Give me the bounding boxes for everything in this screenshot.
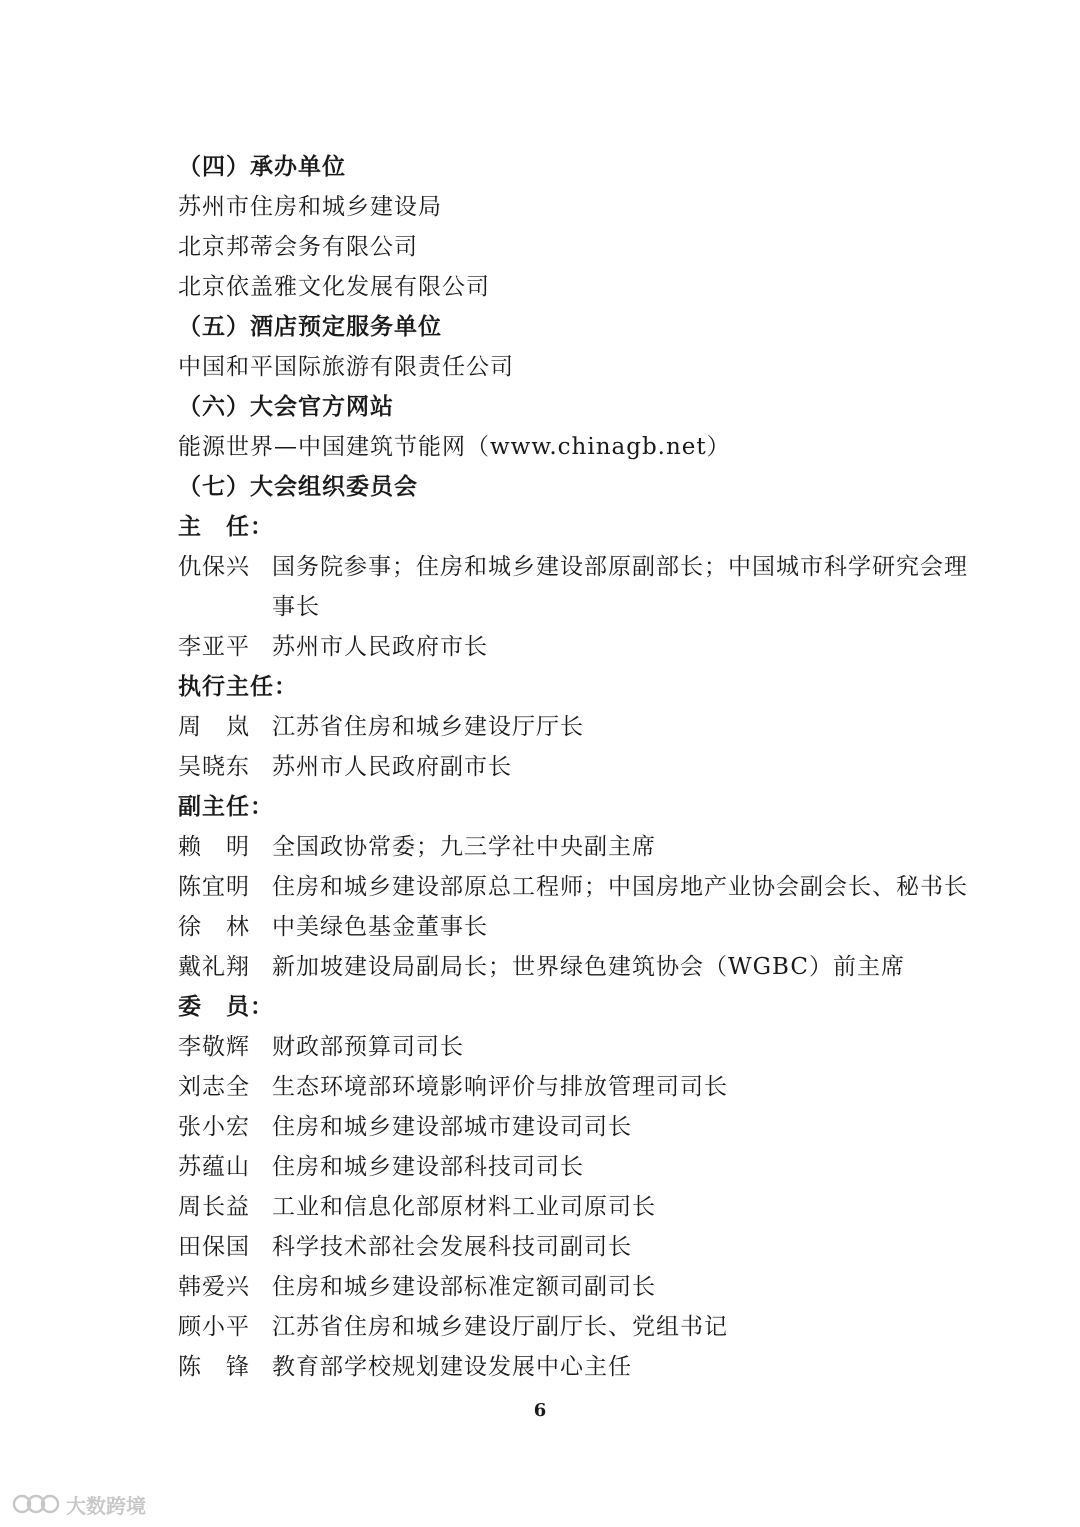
watermark [12,1489,146,1519]
section-4-item: 北京依盖雅文化发展有限公司 [178,274,490,300]
member-role: 生态环境部环境影响评价与排放管理司司长 [272,1074,728,1100]
member-name: 戴礼翔 [178,954,250,980]
member-role: 住房和城乡建设部城市建设司司长 [272,1114,632,1140]
member-name: 吴晓东 [178,754,250,780]
member-role-continued: 事长 [272,594,320,620]
member-name: 陈宜明 [178,874,250,900]
member-name: 徐 林 [178,914,250,940]
watermark-logo-icon [12,1491,60,1517]
section-4-title: （四）承办单位 [178,153,346,180]
member-role: 新加坡建设局副局长；世界绿色建筑协会（WGBC）前主席 [272,954,905,980]
member-name: 田保国 [178,1234,250,1260]
member-role: 国务院参事；住房和城乡建设部原副部长；中国城市科学研究会理 [272,554,968,580]
member-role: 住房和城乡建设部标准定额司副司长 [272,1274,656,1300]
vice-label: 副主任： [178,793,274,820]
member-label: 委 员： [178,993,274,1020]
member-name: 李敬辉 [178,1034,250,1060]
section-6-title: （六）大会官方网站 [178,393,394,420]
member-name: 赖 明 [178,834,250,860]
member-name: 张小宏 [178,1114,250,1140]
member-name: 周 岚 [178,714,250,740]
section-5-title: （五）酒店预定服务单位 [178,313,442,340]
member-name: 周长益 [178,1194,250,1220]
section-4-item: 苏州市住房和城乡建设局 [178,194,442,220]
member-name: 顾小平 [178,1314,250,1340]
section-7-title: （七）大会组织委员会 [178,473,418,500]
member-role: 住房和城乡建设部原总工程师；中国房地产业协会副会长、秘书长 [272,874,968,900]
member-name: 陈 锋 [178,1354,250,1380]
section-6-item: 能源世界—中国建筑节能网（www.chinagb.net） [178,434,731,460]
member-name: 仇保兴 [178,554,250,580]
member-role: 财政部预算司司长 [272,1034,464,1060]
member-name: 苏蕴山 [178,1154,250,1180]
member-role: 工业和信息化部原材料工业司原司长 [272,1194,656,1220]
member-role: 中美绿色基金董事长 [272,914,488,940]
member-role: 苏州市人民政府副市长 [272,754,512,780]
chair-label: 主 任： [178,513,274,540]
member-name: 刘志全 [178,1074,250,1100]
member-role: 教育部学校规划建设发展中心主任 [272,1354,632,1380]
member-role: 江苏省住房和城乡建设厅副厅长、党组书记 [272,1314,728,1340]
member-name: 李亚平 [178,634,250,660]
member-role: 全国政协常委；九三学社中央副主席 [272,834,656,860]
section-4-item: 北京邦蒂会务有限公司 [178,234,418,260]
page-number: 6 [533,1400,547,1421]
member-name: 韩爱兴 [178,1274,250,1300]
exec-label: 执行主任： [178,673,298,700]
member-role: 科学技术部社会发展科技司副司长 [272,1234,632,1260]
member-role: 住房和城乡建设部科技司司长 [272,1154,584,1180]
member-role: 江苏省住房和城乡建设厅厅长 [272,714,584,740]
watermark-text: 大数跨境 [66,1493,146,1518]
member-role: 苏州市人民政府市长 [272,634,488,660]
section-5-item: 中国和平国际旅游有限责任公司 [178,354,514,380]
